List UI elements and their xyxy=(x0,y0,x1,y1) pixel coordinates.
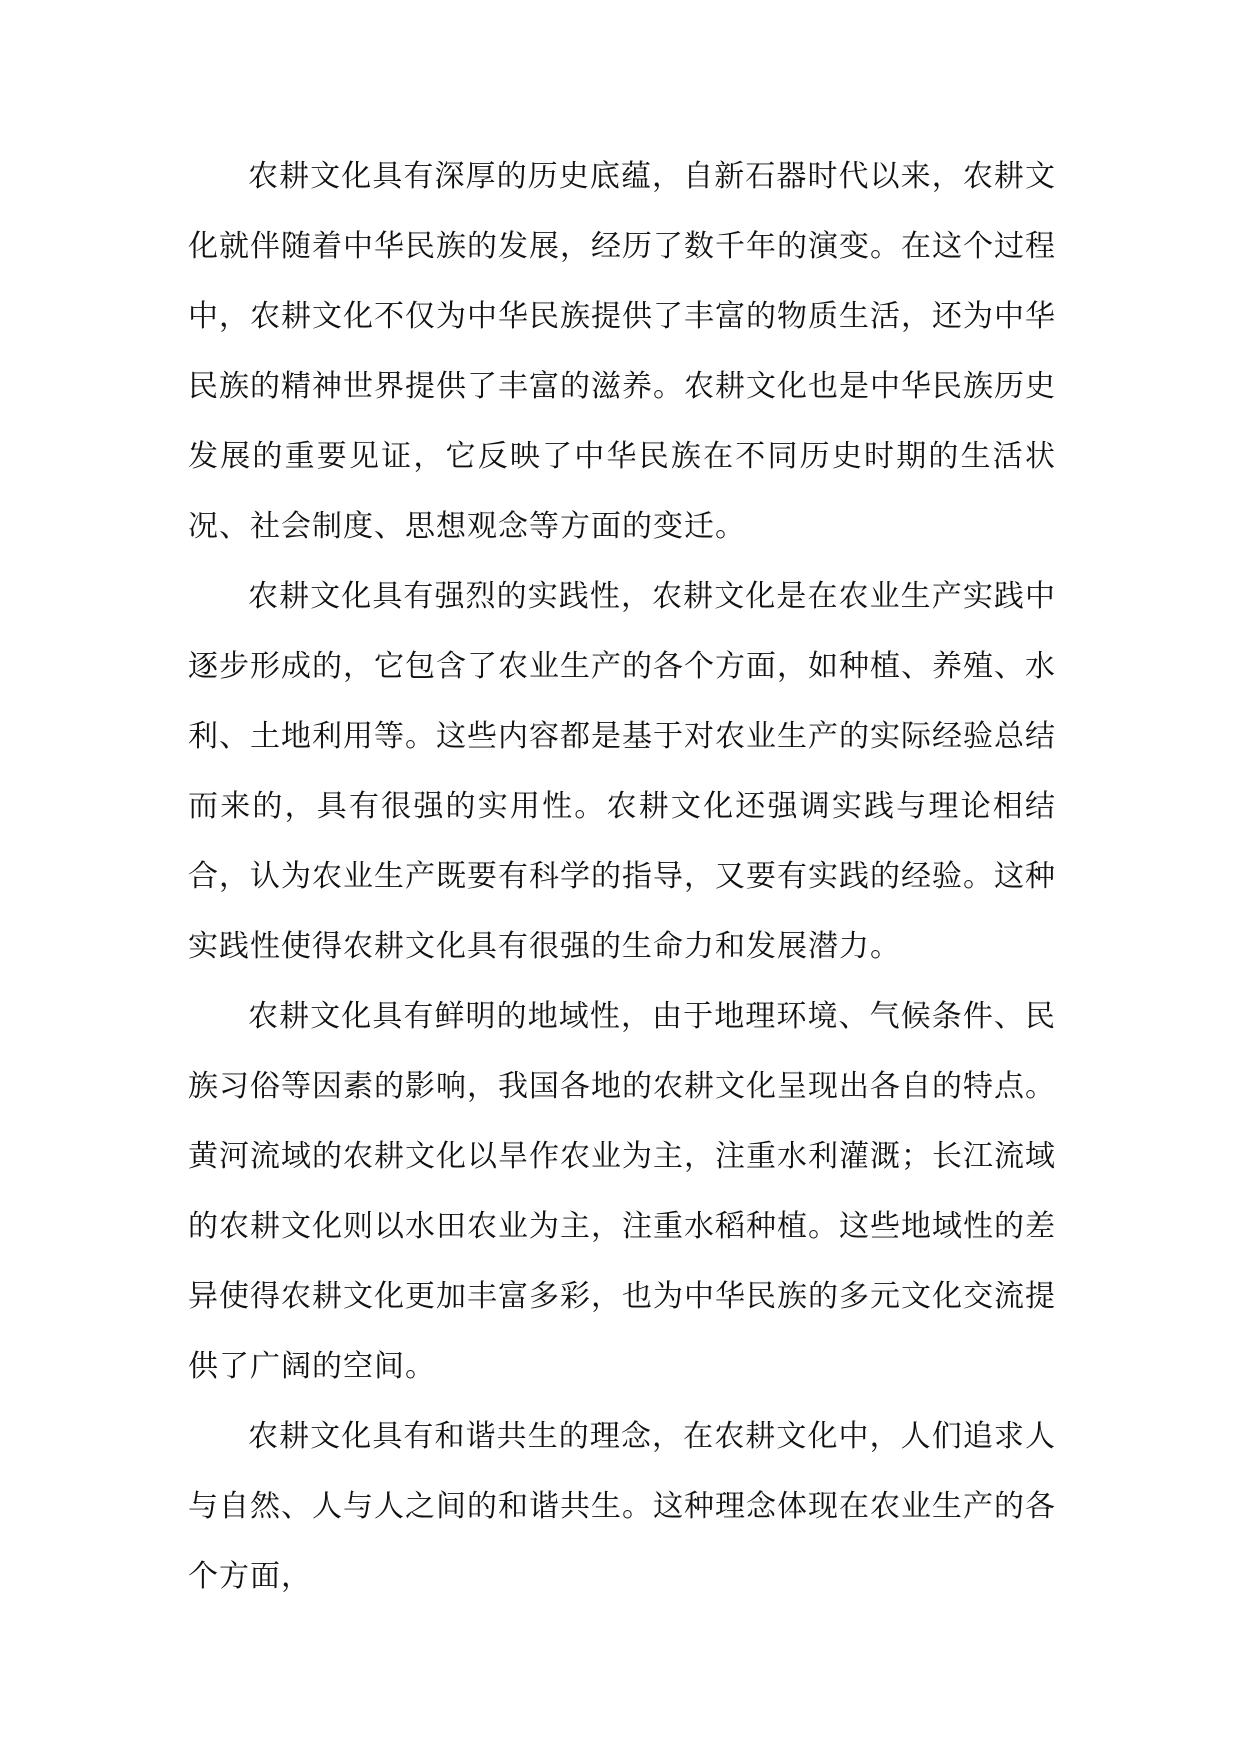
paragraph-practice: 农耕文化具有强烈的实践性，农耕文化是在农业生产实践中逐步形成的，它包含了农业生产的各个方面，如种植、养殖、水利、土地利用等。这些内容都是基于对农业生产的实际经验总结而来的，具有很强的实用性。农耕文化还强调实践与理论相结合，认为农业生产既要有科学的指导，又要有实践的经验。这种实践性使得农耕文化具有很强的生命力和发展潜力。 xyxy=(188,579,1056,964)
paragraph-harmony: 农耕文化具有和谐共生的理念，在农耕文化中，人们追求人与自然、人与人之间的和谐共生。这种理念体现在农业生产的各个方面， xyxy=(188,1419,1056,1594)
paragraph-region: 农耕文化具有鲜明的地域性，由于地理环境、气候条件、民族习俗等因素的影响，我国各地的农耕文化呈现出各自的特点。黄河流域的农耕文化以旱作农业为主，注重水利灌溉；长江流域的农耕文化则以水田农业为主，注重水稻种植。这些地域性的差异使得农耕文化更加丰富多彩，也为中华民族的多元文化交流提供了广阔的空间。 xyxy=(188,999,1056,1384)
paragraph-history: 农耕文化具有深厚的历史底蕴，自新石器时代以来，农耕文化就伴随着中华民族的发展，经历了数千年的演变。在这个过程中，农耕文化不仅为中华民族提供了丰富的物质生活，还为中华民族的精神世界提供了丰富的滋养。农耕文化也是中华民族历史发展的重要见证，它反映了中华民族在不同历史时期的生活状况、社会制度、思想观念等方面的变迁。 xyxy=(188,159,1056,544)
document-body xyxy=(188,142,1056,1612)
